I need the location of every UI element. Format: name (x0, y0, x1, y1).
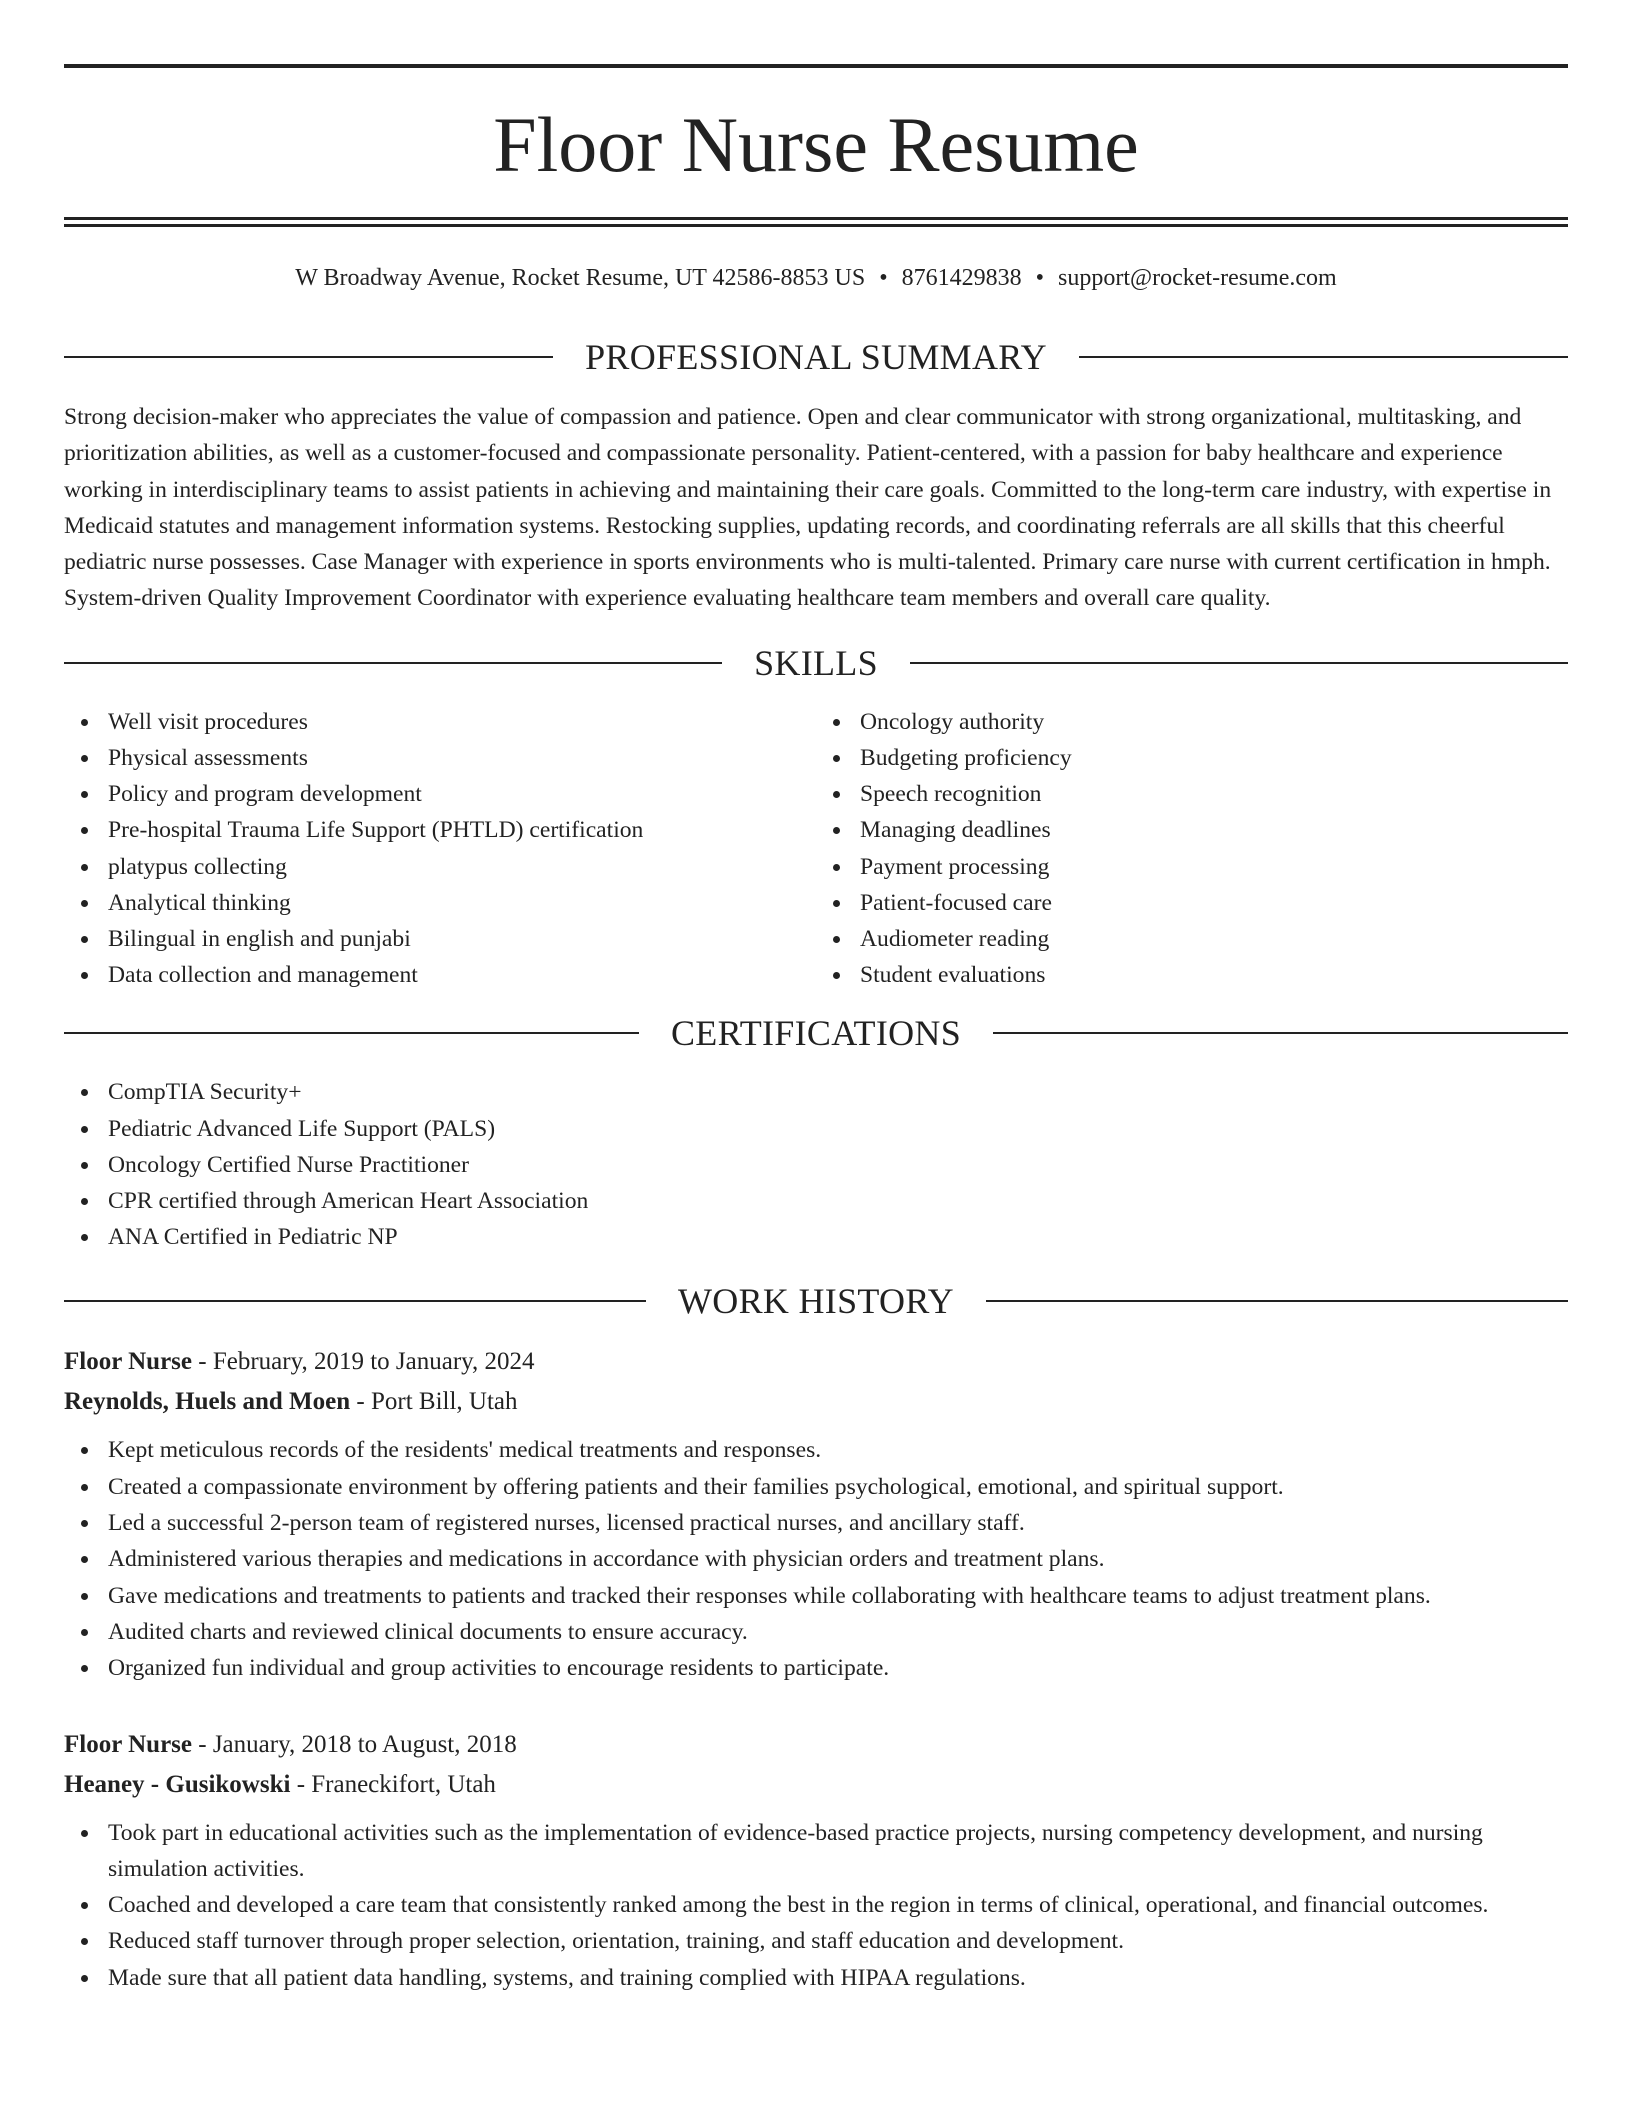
list-item: platypus collecting (108, 849, 816, 885)
list-item: CPR certified through American Heart Association (108, 1183, 1568, 1219)
job-location: - Port Bill, Utah (350, 1388, 518, 1416)
job-title-line (64, 1725, 1568, 1765)
section-title: CERTIFICATIONS (670, 1013, 962, 1054)
job-location: - Franeckifort, Utah (290, 1770, 496, 1798)
list-item: Reduced staff turnover through proper selection, orientation, training, and staff education and development. (108, 1923, 1568, 1959)
contact-line (64, 263, 1568, 293)
list-item: Policy and program development (108, 776, 816, 812)
work-history (64, 1342, 1568, 1996)
skills-columns (64, 704, 1568, 994)
list-item: Student evaluations (860, 957, 1568, 993)
list-item: Well visit procedures (108, 704, 816, 740)
list-item: Made sure that all patient data handling, systems, and training complied with HIPAA regulations. (108, 1960, 1568, 1996)
list-item: Analytical thinking (108, 885, 816, 921)
list-item: Pediatric Advanced Life Support (PALS) (108, 1111, 1568, 1147)
list-item: Administered various therapies and medications in accordance with physician orders and treatment plans. (108, 1541, 1568, 1577)
list-item: Managing deadlines (860, 812, 1568, 848)
list-item: Took part in educational activities such as the implementation of evidence-based practice projects, nursing competency development, and nursing simulation activities. (108, 1815, 1568, 1888)
list-item: Speech recognition (860, 776, 1568, 812)
divider (993, 1032, 1568, 1034)
contact-separator: • (879, 265, 888, 291)
list-item: Pre-hospital Trauma Life Support (PHTLD) certification (108, 812, 816, 848)
job-company: Reynolds, Huels and Moen (64, 1388, 351, 1416)
skills-list-right (816, 704, 1568, 994)
contact-email[interactable]: support@rocket-resume.com (1058, 265, 1337, 291)
section-header-skills (64, 643, 1568, 683)
job-bullets (64, 1432, 1568, 1686)
list-item: Audited charts and reviewed clinical documents to ensure accuracy. (108, 1614, 1568, 1650)
title-double-rule (64, 217, 1568, 227)
divider (1079, 356, 1568, 358)
job-title-line (64, 1342, 1568, 1382)
list-item: Created a compassionate environment by offering patients and their families psychological, emotional, and spiritual support. (108, 1469, 1568, 1505)
job-dates: - February, 2019 to January, 2024 (192, 1348, 535, 1376)
section-header-work (64, 1281, 1568, 1321)
list-item: Payment processing (860, 849, 1568, 885)
job-dates: - January, 2018 to August, 2018 (192, 1730, 517, 1758)
divider (986, 1300, 1568, 1302)
list-item: Physical assessments (108, 740, 816, 776)
list-item: Oncology Certified Nurse Practitioner (108, 1147, 1568, 1183)
list-item: Coached and developed a care team that consistently ranked among the best in the region in terms of clinical, operational, and financial outcomes. (108, 1887, 1568, 1923)
job-entry (64, 1725, 1568, 1996)
section-title: PROFESSIONAL SUMMARY (585, 337, 1047, 377)
summary-paragraph: Strong decision-maker who appreciates the value of compassion and patience. Open and clear communicator with strong organizational, multitasking, and prioritization abilities, as well as a customer-focused and compassionate personality. Patient-centered, with a passion for baby healthcare and experience working in interdisciplinary teams to assist patients in achieving and maintaining their care goals. Committed to the long-term care industry, with expertise in Medicaid statutes and management information systems. Restocking supplies, updating records, and coordinating referrals are all skills that this cheerful pediatric nurse possesses. Case Manager with experience in sports environments who is multi-talented. Primary care nurse with current certification in hmph. System-driven Quality Improvement Coordinator with experience evaluating healthcare team members and overall care quality. (64, 404, 1552, 612)
divider (64, 356, 553, 358)
divider (910, 662, 1568, 664)
list-item: Budgeting proficiency (860, 740, 1568, 776)
job-company-line (64, 1382, 1568, 1422)
contact-phone: 8761429838 (901, 265, 1022, 291)
list-item: CompTIA Security+ (108, 1074, 1568, 1110)
list-item: Audiometer reading (860, 921, 1568, 957)
section-title: WORK HISTORY (678, 1281, 954, 1322)
contact-separator: • (1035, 265, 1045, 291)
top-rule (64, 64, 1568, 68)
divider (64, 1032, 639, 1034)
divider (64, 662, 722, 664)
contact-address: W Broadway Avenue, Rocket Resume, UT 42586-8853 US (295, 265, 866, 291)
list-item: ANA Certified in Pediatric NP (108, 1219, 1568, 1255)
section-header-summary (64, 337, 1568, 377)
list-item: Patient-focused care (860, 885, 1568, 921)
job-title: Floor Nurse (64, 1730, 192, 1758)
certifications-list (64, 1074, 1568, 1255)
list-item: Data collection and management (108, 957, 816, 993)
job-company-line (64, 1765, 1568, 1805)
list-item: Organized fun individual and group activities to encourage residents to participate. (108, 1650, 1568, 1686)
section-header-certifications (64, 1013, 1568, 1053)
section-title: SKILLS (754, 642, 878, 683)
resume-page (64, 64, 1568, 1996)
list-item: Kept meticulous records of the residents' medical treatments and responses. (108, 1432, 1568, 1468)
job-bullets (64, 1815, 1568, 1996)
skills-list-left (64, 704, 816, 994)
list-item: Led a successful 2-person team of registered nurses, licensed practical nurses, and ancillary staff. (108, 1505, 1568, 1541)
list-item: Oncology authority (860, 704, 1568, 740)
job-entry (64, 1342, 1568, 1686)
job-company: Heaney - Gusikowski (64, 1770, 291, 1798)
list-item: Gave medications and treatments to patients and tracked their responses while collaborating with healthcare teams to adjust treatment plans. (108, 1578, 1568, 1614)
job-title: Floor Nurse (64, 1348, 192, 1376)
resume-title: Floor Nurse Resume (493, 101, 1139, 188)
list-item: Bilingual in english and punjabi (108, 921, 816, 957)
divider (64, 1300, 646, 1302)
